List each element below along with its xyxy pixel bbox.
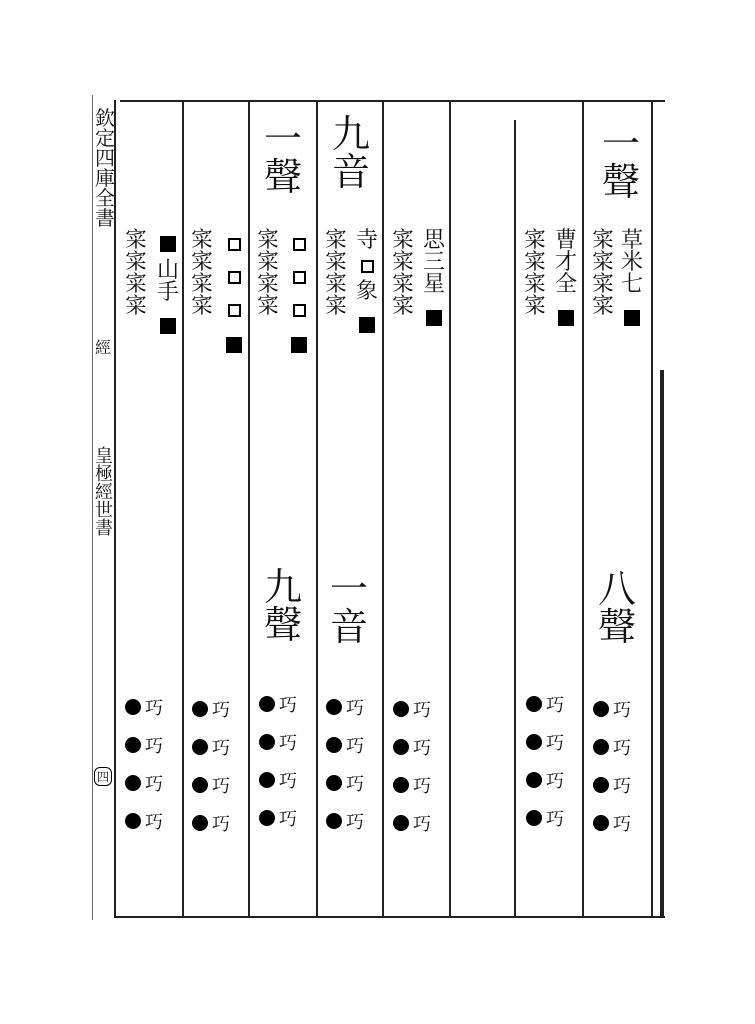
filled-square [624, 310, 640, 326]
column-divider [449, 100, 451, 918]
col5-line-b: 寀 寀 寀 寀 [324, 228, 347, 319]
column-divider [316, 100, 318, 918]
col1-header2: 八 聲 [597, 567, 636, 649]
column-divider [514, 120, 516, 918]
col6-line-b: 寀 寀 寀 寀 [256, 228, 279, 319]
col2-qiao: 巧 巧 巧 巧 [526, 685, 564, 837]
col1-header: 一 聲 [601, 122, 640, 204]
col7-line-b: 寀 寀 寀 寀 [190, 228, 213, 319]
col4-line-b: 寀 寀 寀 寀 [391, 228, 414, 319]
page-number: 四 [94, 767, 112, 786]
volume-label: 經 [95, 338, 112, 357]
col7-qiao: 巧 巧 巧 巧 [192, 690, 230, 842]
right-border [651, 100, 653, 918]
column-divider [248, 100, 250, 918]
col4-qiao: 巧 巧 巧 巧 [393, 690, 431, 842]
column-divider [382, 100, 384, 918]
col8-qiao: 巧 巧 巧 巧 [125, 688, 163, 840]
col5-qiao: 巧 巧 巧 巧 [326, 688, 364, 840]
col2-line-b: 寀 寀 寀 寀 [523, 228, 546, 319]
outer-right-border [660, 370, 664, 918]
col5-header2: 一 音 [329, 567, 368, 649]
column-divider [582, 100, 584, 918]
col6-qiao: 巧 巧 巧 巧 [259, 685, 297, 837]
col1-line-a: 草 米 七 [619, 230, 645, 326]
column-divider [182, 100, 184, 918]
col4-line-a: 思 三 星 [421, 230, 447, 326]
col5-header: 九 音 [331, 112, 370, 194]
col6-header: 一 聲 [263, 117, 302, 199]
col7-line-a [221, 234, 247, 353]
work-title: 皇 極 經 世 書 [95, 446, 113, 539]
col2-line-a: 曹 才 全 [553, 230, 579, 326]
col8-line-a: 山 手 [155, 236, 181, 334]
col6-header2: 九 聲 [263, 565, 302, 647]
col8-line-b: 寀 寀 寀 寀 [124, 228, 147, 319]
book-title: 欽 定 四 庫 全 書 [95, 106, 115, 230]
col1-qiao: 巧 巧 巧 巧 [593, 690, 631, 842]
col5-line-a: 寺 象 [354, 230, 380, 333]
col1-line-b: 寀 寀 寀 寀 [591, 228, 614, 319]
col6-line-a [286, 234, 312, 353]
